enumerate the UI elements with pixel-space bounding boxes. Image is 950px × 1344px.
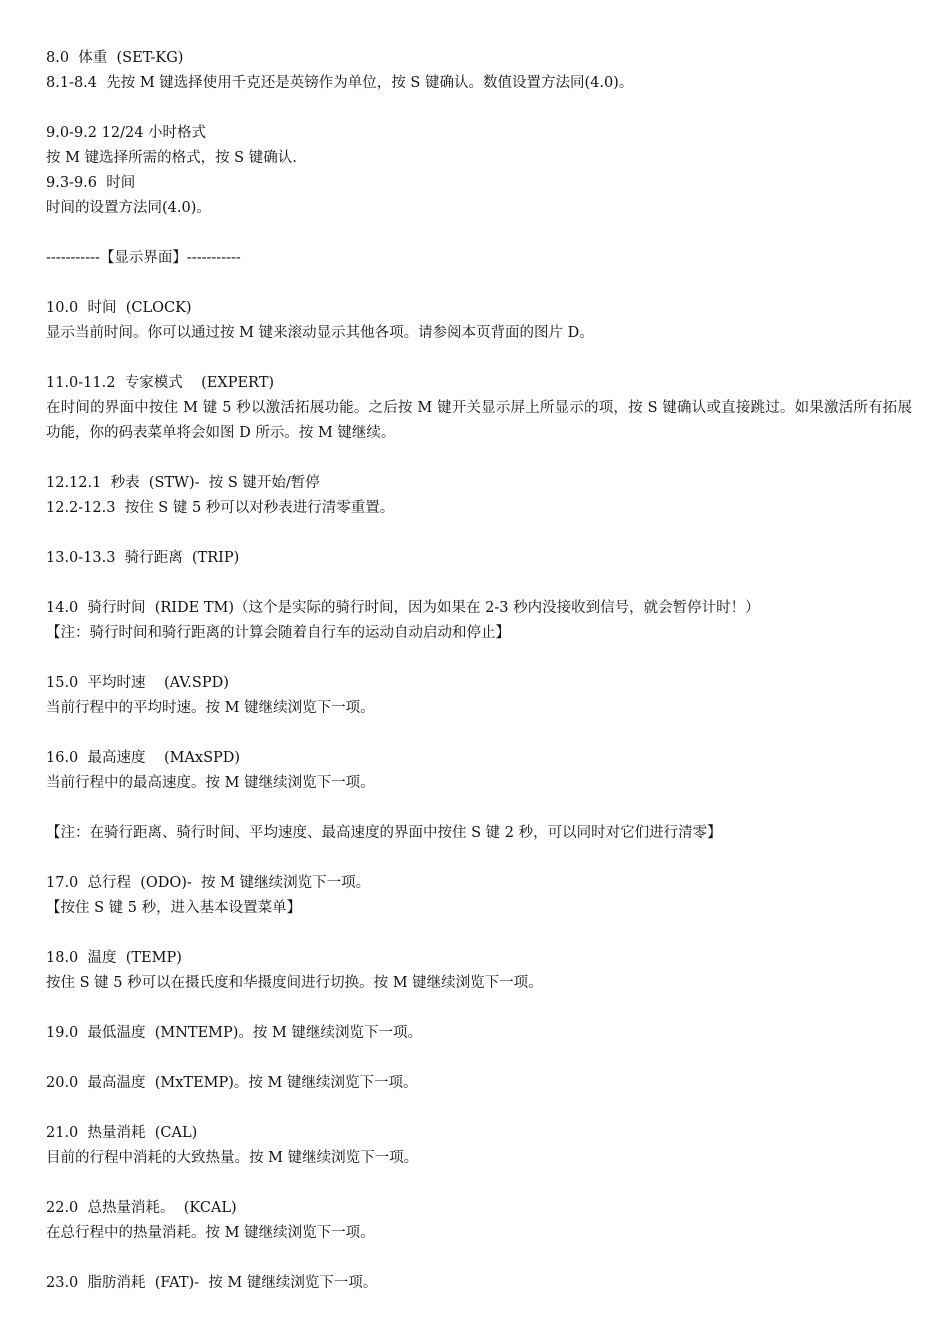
heading-max-speed: 16.0 最高速度 (MAxSPD) (46, 750, 241, 766)
heading-avg-speed: 15.0 平均时速 (AV.SPD) (46, 675, 229, 691)
section-min-temp (46, 1021, 912, 1046)
document-page (46, 46, 912, 1321)
note-reset: 【注：在骑行距离、骑行时间、平均速度、最高速度的界面中按住 S 键 2 秒，可以同时对它们进行清零】 (46, 825, 722, 841)
section-weight (46, 46, 912, 96)
text-stopwatch: 12.2-12.3 按住 S 键 5 秒可以对秒表进行清零重置。 (46, 500, 395, 516)
section-trip (46, 546, 912, 571)
section-calories (46, 1121, 912, 1171)
heading-max-temp: 20.0 最高温度 (MxTEMP)。按 M 键继续浏览下一项。 (46, 1075, 418, 1091)
section-time-format (46, 121, 912, 221)
heading-ride-time: 14.0 骑行时间 (RIDE TM)（这个是实际的骑行时间，因为如果在 2-3 秒内没接收到信号，就会暂停计时！） (46, 600, 760, 616)
section-stopwatch (46, 471, 912, 521)
section-fat (46, 1271, 912, 1296)
heading-time-format: 9.0-9.2 12/24 小时格式 (46, 125, 207, 141)
text-time-set: 时间的设置方法同(4.0)。 (46, 200, 211, 216)
text-clock: 显示当前时间。你可以通过按 M 键来滚动显示其他各项。请参阅本页背面的图片 D。 (46, 325, 594, 341)
heading-odo: 17.0 总行程 (ODO)- 按 M 键继续浏览下一项。 (46, 875, 371, 891)
section-expert (46, 371, 912, 446)
heading-min-temp: 19.0 最低温度 (MNTEMP)。按 M 键继续浏览下一项。 (46, 1025, 422, 1041)
text-avg-speed: 当前行程中的平均时速。按 M 键继续浏览下一项。 (46, 700, 375, 716)
section-display-divider (46, 246, 912, 271)
section-max-speed (46, 746, 912, 796)
text-temp: 按住 S 键 5 秒可以在摄氏度和华摄度间进行切换。按 M 键继续浏览下一项。 (46, 975, 543, 991)
note-odo: 【按住 S 键 5 秒，进入基本设置菜单】 (46, 900, 302, 916)
section-ride-time (46, 596, 912, 646)
section-temp (46, 946, 912, 996)
heading-calories: 21.0 热量消耗 (CAL) (46, 1125, 198, 1141)
heading-expert: 11.0-11.2 专家模式 (EXPERT) (46, 375, 275, 391)
heading-fat: 23.0 脂肪消耗 (FAT)- 按 M 键继续浏览下一项。 (46, 1275, 378, 1291)
text-weight: 8.1-8.4 先按 M 键选择使用千克还是英镑作为单位，按 S 键确认。数值设置方法同(4.0)。 (46, 75, 634, 91)
heading-time-set: 9.3-9.6 时间 (46, 175, 136, 191)
section-total-calories (46, 1196, 912, 1246)
display-divider: -----------【显示界面】----------- (46, 250, 241, 266)
heading-trip: 13.0-13.3 骑行距离 (TRIP) (46, 550, 240, 566)
heading-weight: 8.0 体重 (SET-KG) (46, 50, 184, 66)
section-avg-speed (46, 671, 912, 721)
note-ride-time: 【注：骑行时间和骑行距离的计算会随着自行车的运动自动启动和停止】 (46, 625, 510, 641)
section-reset-note (46, 821, 912, 846)
text-total-calories: 在总行程中的热量消耗。按 M 键继续浏览下一项。 (46, 1225, 375, 1241)
text-max-speed: 当前行程中的最高速度。按 M 键继续浏览下一项。 (46, 775, 375, 791)
heading-stopwatch: 12.12.1 秒表 (STW)- 按 S 键开始/暂停 (46, 475, 320, 491)
section-max-temp (46, 1071, 912, 1096)
text-calories: 目前的行程中消耗的大致热量。按 M 键继续浏览下一项。 (46, 1150, 419, 1166)
heading-total-calories: 22.0 总热量消耗。 (KCAL) (46, 1200, 237, 1216)
section-odo (46, 871, 912, 921)
text-expert: 在时间的界面中按住 M 键 5 秒以激活拓展功能。之后按 M 键开关显示屏上所显示的项，按 S 键确认或直接跳过。如果激活所有拓展功能，你的码表菜单将会如图 D 所示。按 M 键继续。 (46, 400, 912, 441)
section-clock (46, 296, 912, 346)
heading-temp: 18.0 温度 (TEMP) (46, 950, 182, 966)
heading-clock: 10.0 时间 (CLOCK) (46, 300, 192, 316)
text-time-format: 按 M 键选择所需的格式，按 S 键确认. (46, 150, 297, 166)
